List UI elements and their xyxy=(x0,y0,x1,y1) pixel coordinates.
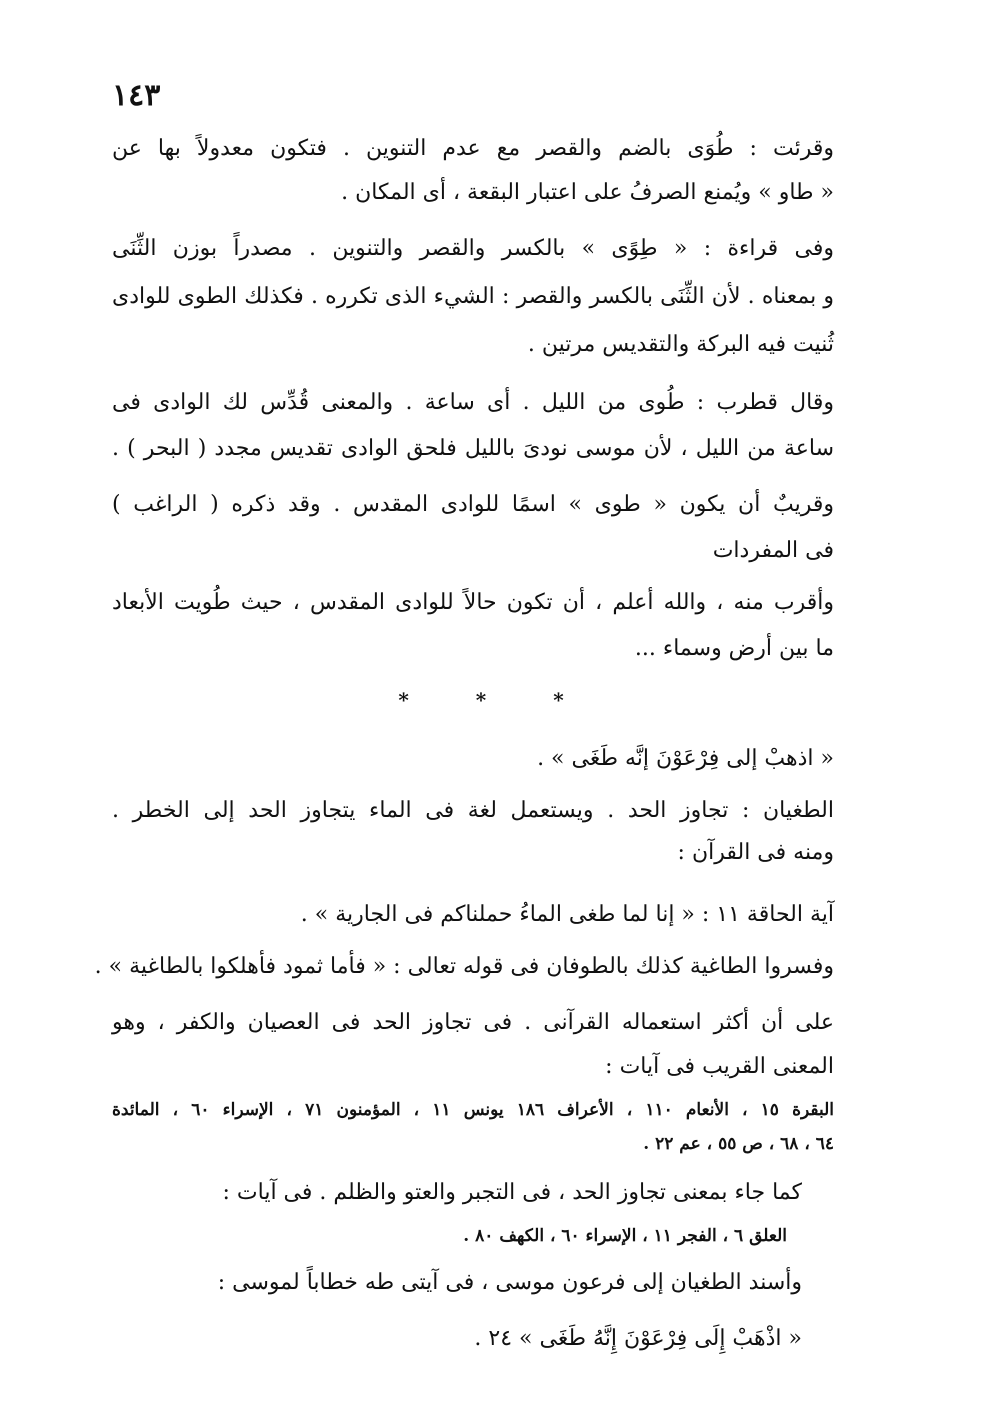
text-line: فى المفردات xyxy=(712,538,834,563)
text-line: الطغيان : تجاوز الحد . ويستعمل لغة فى الماء يتجاوز الحد إلى الخطر . xyxy=(112,798,834,823)
footnote-line: ٦٤ ، ٦٨ ، ص ٥٥ ، عم ٢٢ . xyxy=(643,1134,834,1154)
text-line: وقرئت : طُوَى بالضم والقصر مع عدم التنوين . فتكون معدولاً بها عن xyxy=(112,136,834,161)
text-line: « طاو » ويُمنع الصرفُ على اعتبار البقعة ، أى المكان . xyxy=(341,180,834,205)
page-number: ١٤٣ xyxy=(112,78,161,113)
text-line: ساعة من الليل ، لأن موسى نودىَ بالليل فلحق الوادى تقديس مجدد ( البحر ) . xyxy=(112,436,834,461)
text-line: كما جاء بمعنى تجاوز الحد ، فى التجبر والعتو والظلم . فى آيات : xyxy=(222,1180,802,1205)
footnote-line: العلق ٦ ، الفجر ١١ ، الإسراء ٦٠ ، الكهف ٨٠ . xyxy=(463,1226,787,1246)
text-line: وأسند الطغيان إلى فرعون موسى ، فى آيتى طه خطاباً لموسى : xyxy=(217,1270,802,1295)
text-line: وقال قطرب : طُوى من الليل . أى ساعة . والمعنى قُدِّس لك الوادى فى xyxy=(112,390,834,415)
text-line: وفسروا الطاغية كذلك بالطوفان فى قوله تعالى : « فأما ثمود فأهلكوا بالطاغية » . xyxy=(94,954,834,979)
text-line: ما بين أرض وسماء ... xyxy=(634,636,834,661)
text-line: « اذْهَبْ إِلَى فِرْعَوْنَ إِنَّهُ طَغَى » ٢٤ . xyxy=(474,1326,802,1351)
section-separator: * * * xyxy=(398,688,594,712)
text-line: « اذهبْ إلى فِرْعَوْنَ إنَّه طَغَى » . xyxy=(537,746,834,771)
text-line: المعنى القريب فى آيات : xyxy=(605,1054,834,1079)
text-line: ثُنيت فيه البركة والتقديس مرتين . xyxy=(527,332,834,357)
text-line: وأقرب منه ، والله أعلم ، أن تكون حالاً للوادى المقدس ، حيث طُويت الأبعاد xyxy=(112,590,834,615)
text-line: آية الحاقة ١١ : « إنا لما طغى الماءُ حملناكم فى الجارية » . xyxy=(300,902,834,927)
text-line: وقريبٌ أن يكون « طوى » اسمًا للوادى المقدس . وقد ذكره ( الراغب ) xyxy=(112,492,834,517)
text-line: على أن أكثر استعماله القرآنى . فى تجاوز الحد فى العصيان والكفر ، وهو xyxy=(112,1010,834,1035)
text-line: و بمعناه . لأن الثِّنَى بالكسر والقصر : الشيء الذى تكرره . فكذلك الطوى للوادى xyxy=(112,284,834,309)
footnote-line: البقرة ١٥ ، الأنعام ١١٠ ، الأعراف ١٨٦ يونس ١١ ، المؤمنون ٧١ ، الإسراء ٦٠ ، المائدة xyxy=(112,1100,834,1120)
text-line: ومنه فى القرآن : xyxy=(677,840,834,865)
text-line: وفى قراءة : « طِوًى » بالكسر والقصر والتنوين . مصدراً بوزن الثِّنَى xyxy=(112,236,834,261)
